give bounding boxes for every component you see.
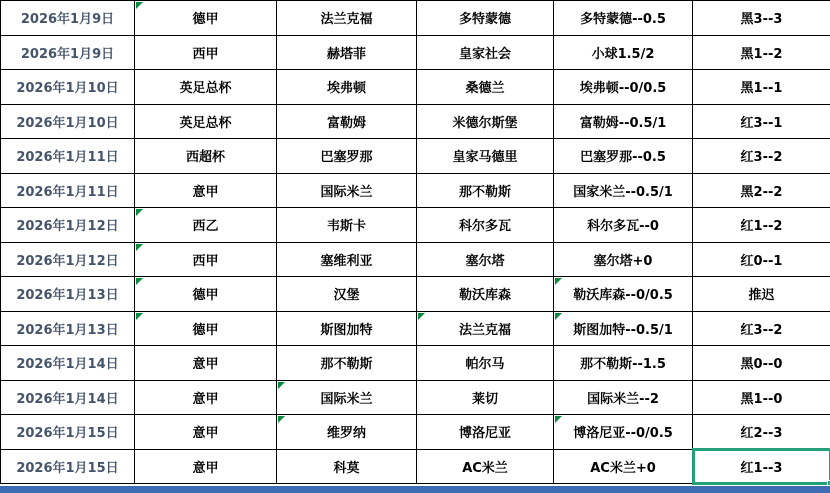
away-team-cell[interactable] bbox=[417, 35, 554, 70]
cell-text: 法兰克福 bbox=[320, 12, 373, 28]
cell-text: 巴塞罗那 bbox=[320, 150, 373, 166]
league-cell[interactable] bbox=[135, 35, 277, 70]
result-cell[interactable] bbox=[693, 449, 830, 484]
home-team-cell[interactable] bbox=[277, 311, 417, 346]
date-cell[interactable] bbox=[1, 311, 135, 346]
result-cell[interactable] bbox=[693, 104, 830, 139]
cell-text: 红3--1 bbox=[740, 115, 783, 131]
handicap-cell[interactable] bbox=[554, 277, 693, 312]
cell-text: 推迟 bbox=[748, 288, 775, 304]
league-cell[interactable] bbox=[135, 139, 277, 174]
cell-text: 2026年1月13日 bbox=[16, 322, 119, 338]
handicap-cell[interactable] bbox=[554, 380, 693, 415]
result-cell[interactable] bbox=[693, 311, 830, 346]
cell-text: 西超杯 bbox=[185, 150, 225, 166]
cell-text: 2026年1月12日 bbox=[16, 253, 119, 269]
cell-text: 塞维利亚 bbox=[320, 253, 373, 269]
matches-table-body bbox=[1, 1, 830, 484]
cell-text: 国际米兰 bbox=[320, 184, 373, 200]
cell-text: 红2--3 bbox=[740, 426, 783, 442]
home-team-cell[interactable] bbox=[277, 449, 417, 484]
cell-text: AC米兰+0 bbox=[590, 460, 656, 476]
home-team-cell[interactable] bbox=[277, 70, 417, 105]
cell-text: AC米兰 bbox=[462, 460, 508, 476]
date-cell[interactable] bbox=[1, 35, 135, 70]
home-team-cell[interactable] bbox=[277, 277, 417, 312]
cell-text: 塞尔塔 bbox=[465, 253, 505, 269]
cell-text: 2026年1月11日 bbox=[16, 150, 119, 166]
result-cell[interactable] bbox=[693, 277, 830, 312]
cell-text: 帕尔马 bbox=[465, 357, 505, 373]
home-team-cell[interactable] bbox=[277, 346, 417, 381]
date-cell[interactable] bbox=[1, 1, 135, 36]
error-indicator-icon bbox=[278, 382, 285, 389]
league-cell[interactable] bbox=[135, 242, 277, 277]
cell-text: 西乙 bbox=[192, 219, 219, 235]
cell-text: 西甲 bbox=[192, 253, 219, 269]
away-team-cell[interactable] bbox=[417, 242, 554, 277]
table-row bbox=[1, 139, 830, 174]
handicap-cell[interactable] bbox=[554, 311, 693, 346]
handicap-cell[interactable] bbox=[554, 415, 693, 450]
error-indicator-icon bbox=[136, 278, 143, 285]
cell-text: 2026年1月13日 bbox=[16, 288, 119, 304]
cell-text: 富勒姆--0.5/1 bbox=[579, 115, 667, 131]
cell-text: 科莫 bbox=[333, 460, 360, 476]
league-cell[interactable] bbox=[135, 1, 277, 36]
result-cell[interactable] bbox=[693, 380, 830, 415]
cell-text: 德甲 bbox=[192, 288, 219, 304]
handicap-cell[interactable] bbox=[554, 139, 693, 174]
league-cell[interactable] bbox=[135, 311, 277, 346]
home-team-cell[interactable] bbox=[277, 104, 417, 139]
cell-text: 莱切 bbox=[471, 391, 498, 407]
date-cell[interactable] bbox=[1, 104, 135, 139]
table-row bbox=[1, 277, 830, 312]
cell-text: 桑德兰 bbox=[465, 81, 505, 97]
cell-text: 韦斯卡 bbox=[326, 219, 366, 235]
table-row bbox=[1, 1, 830, 36]
cell-text: 2026年1月9日 bbox=[20, 12, 115, 28]
away-team-cell[interactable] bbox=[417, 208, 554, 243]
cell-text: 赫塔菲 bbox=[326, 46, 366, 62]
cell-text: 科尔多瓦 bbox=[458, 219, 511, 235]
date-cell[interactable] bbox=[1, 380, 135, 415]
cell-text: 意甲 bbox=[192, 391, 219, 407]
cell-text: 意甲 bbox=[192, 357, 219, 373]
cell-text: 勒沃库森 bbox=[458, 288, 511, 304]
cell-text: 意甲 bbox=[192, 460, 219, 476]
league-cell[interactable] bbox=[135, 104, 277, 139]
away-team-cell[interactable] bbox=[417, 311, 554, 346]
league-cell[interactable] bbox=[135, 380, 277, 415]
result-cell[interactable] bbox=[693, 1, 830, 36]
league-cell[interactable] bbox=[135, 346, 277, 381]
date-cell[interactable] bbox=[1, 415, 135, 450]
cell-text: 意甲 bbox=[192, 184, 219, 200]
cell-text: 皇家马德里 bbox=[452, 150, 518, 166]
cell-text: 黑1--1 bbox=[740, 81, 783, 97]
home-team-cell[interactable] bbox=[277, 35, 417, 70]
result-cell[interactable] bbox=[693, 346, 830, 381]
date-cell[interactable] bbox=[1, 242, 135, 277]
home-team-cell[interactable] bbox=[277, 380, 417, 415]
cell-text: 德甲 bbox=[192, 12, 219, 28]
result-cell[interactable] bbox=[693, 173, 830, 208]
league-cell[interactable] bbox=[135, 277, 277, 312]
away-team-cell[interactable] bbox=[417, 449, 554, 484]
cell-text: 多特蒙德 bbox=[458, 12, 511, 28]
handicap-cell[interactable] bbox=[554, 70, 693, 105]
cell-text: 巴塞罗那--0.5 bbox=[580, 150, 666, 166]
away-team-cell[interactable] bbox=[417, 70, 554, 105]
date-cell[interactable] bbox=[1, 173, 135, 208]
cell-text: 黑1--2 bbox=[740, 46, 783, 62]
away-team-cell[interactable] bbox=[417, 277, 554, 312]
away-team-cell[interactable] bbox=[417, 380, 554, 415]
error-indicator-icon bbox=[136, 313, 143, 320]
table-row bbox=[1, 242, 830, 277]
cell-text: 黑1--0 bbox=[740, 391, 783, 407]
cell-text: 2026年1月14日 bbox=[16, 391, 119, 407]
error-indicator-icon bbox=[136, 244, 143, 251]
error-indicator-icon bbox=[555, 278, 562, 285]
date-cell[interactable] bbox=[1, 449, 135, 484]
cell-text: 红1--3 bbox=[740, 460, 783, 476]
result-cell[interactable] bbox=[693, 242, 830, 277]
table-row bbox=[1, 35, 830, 70]
home-team-cell[interactable] bbox=[277, 242, 417, 277]
league-cell[interactable] bbox=[135, 449, 277, 484]
result-cell[interactable] bbox=[693, 70, 830, 105]
result-cell[interactable] bbox=[693, 415, 830, 450]
date-cell[interactable] bbox=[1, 139, 135, 174]
table-row bbox=[1, 70, 830, 105]
cell-text: 富勒姆 bbox=[326, 115, 366, 131]
bottom-blue-bar bbox=[0, 486, 830, 493]
cell-text: 2026年1月11日 bbox=[16, 184, 119, 200]
away-team-cell[interactable] bbox=[417, 346, 554, 381]
league-cell[interactable] bbox=[135, 173, 277, 208]
cell-text: 2026年1月12日 bbox=[16, 219, 119, 235]
cell-text: 英足总杯 bbox=[179, 81, 232, 97]
cell-text: 国际米兰--2 bbox=[587, 391, 659, 407]
cell-text: 国家米兰--0.5/1 bbox=[573, 184, 673, 200]
cell-text: 小球1.5/2 bbox=[591, 46, 655, 62]
date-cell[interactable] bbox=[1, 208, 135, 243]
cell-text: 法兰克福 bbox=[458, 322, 511, 338]
cell-text: 2026年1月14日 bbox=[16, 357, 119, 373]
table-row bbox=[1, 173, 830, 208]
league-cell[interactable] bbox=[135, 415, 277, 450]
date-cell[interactable] bbox=[1, 346, 135, 381]
handicap-cell[interactable] bbox=[554, 346, 693, 381]
cell-text: 皇家社会 bbox=[458, 46, 511, 62]
cell-text: 米德尔斯堡 bbox=[452, 115, 518, 131]
home-team-cell[interactable] bbox=[277, 173, 417, 208]
cell-text: 勒沃库森--0/0.5 bbox=[573, 288, 673, 304]
error-indicator-icon bbox=[278, 416, 285, 423]
table-row bbox=[1, 346, 830, 381]
cell-text: 那不勒斯--1.5 bbox=[580, 357, 666, 373]
cell-text: 黑3--3 bbox=[740, 12, 783, 28]
handicap-cell[interactable] bbox=[554, 449, 693, 484]
league-cell[interactable] bbox=[135, 70, 277, 105]
handicap-cell[interactable] bbox=[554, 104, 693, 139]
cell-text: 西甲 bbox=[192, 46, 219, 62]
cell-text: 斯图加特--0.5/1 bbox=[573, 322, 673, 338]
cell-text: 红1--2 bbox=[740, 219, 783, 235]
error-indicator-icon bbox=[418, 313, 425, 320]
table-row bbox=[1, 415, 830, 450]
error-indicator-icon bbox=[136, 209, 143, 216]
cell-text: 2026年1月15日 bbox=[16, 426, 119, 442]
table-row bbox=[1, 104, 830, 139]
home-team-cell[interactable] bbox=[277, 415, 417, 450]
error-indicator-icon bbox=[555, 416, 562, 423]
home-team-cell[interactable] bbox=[277, 208, 417, 243]
home-team-cell[interactable] bbox=[277, 1, 417, 36]
away-team-cell[interactable] bbox=[417, 104, 554, 139]
cell-text: 2026年1月10日 bbox=[16, 115, 119, 131]
date-cell[interactable] bbox=[1, 70, 135, 105]
cell-text: 塞尔塔+0 bbox=[593, 253, 653, 269]
cell-text: 意甲 bbox=[192, 426, 219, 442]
cell-text: 红0--1 bbox=[740, 253, 783, 269]
cell-text: 科尔多瓦--0 bbox=[587, 219, 659, 235]
cell-text: 多特蒙德--0.5 bbox=[580, 12, 666, 28]
home-team-cell[interactable] bbox=[277, 139, 417, 174]
cell-text: 那不勒斯 bbox=[320, 357, 373, 373]
result-cell[interactable] bbox=[693, 208, 830, 243]
result-cell[interactable] bbox=[693, 139, 830, 174]
cell-text: 黑0--0 bbox=[740, 357, 783, 373]
away-team-cell[interactable] bbox=[417, 173, 554, 208]
error-indicator-icon bbox=[555, 313, 562, 320]
cell-text: 维罗纳 bbox=[326, 426, 366, 442]
table-row bbox=[1, 380, 830, 415]
error-indicator-icon bbox=[136, 2, 143, 9]
cell-text: 红3--2 bbox=[740, 150, 783, 166]
cell-text: 埃弗顿--0/0.5 bbox=[579, 81, 667, 97]
handicap-cell[interactable] bbox=[554, 35, 693, 70]
table-row bbox=[1, 311, 830, 346]
result-cell[interactable] bbox=[693, 35, 830, 70]
league-cell[interactable] bbox=[135, 208, 277, 243]
table-row bbox=[1, 208, 830, 243]
cell-text: 埃弗顿 bbox=[326, 81, 366, 97]
cell-text: 汉堡 bbox=[333, 288, 360, 304]
cell-text: 国际米兰 bbox=[320, 391, 373, 407]
cell-text: 2026年1月9日 bbox=[20, 46, 115, 62]
cell-text: 博洛尼亚 bbox=[458, 426, 511, 442]
cell-text: 斯图加特 bbox=[320, 322, 373, 338]
cell-text: 英足总杯 bbox=[179, 115, 232, 131]
handicap-cell[interactable] bbox=[554, 173, 693, 208]
away-team-cell[interactable] bbox=[417, 1, 554, 36]
cell-text: 那不勒斯 bbox=[458, 184, 511, 200]
table-row bbox=[1, 449, 830, 484]
handicap-cell[interactable] bbox=[554, 208, 693, 243]
away-team-cell[interactable] bbox=[417, 139, 554, 174]
cell-text: 黑2--2 bbox=[740, 184, 783, 200]
cell-text: 2026年1月15日 bbox=[16, 460, 119, 476]
date-cell[interactable] bbox=[1, 277, 135, 312]
cell-text: 博洛尼亚--0/0.5 bbox=[573, 426, 673, 442]
handicap-cell[interactable] bbox=[554, 242, 693, 277]
cell-text: 红3--2 bbox=[740, 322, 783, 338]
handicap-cell[interactable] bbox=[554, 1, 693, 36]
away-team-cell[interactable] bbox=[417, 415, 554, 450]
cell-text: 2026年1月10日 bbox=[16, 81, 119, 97]
cell-text: 德甲 bbox=[192, 322, 219, 338]
